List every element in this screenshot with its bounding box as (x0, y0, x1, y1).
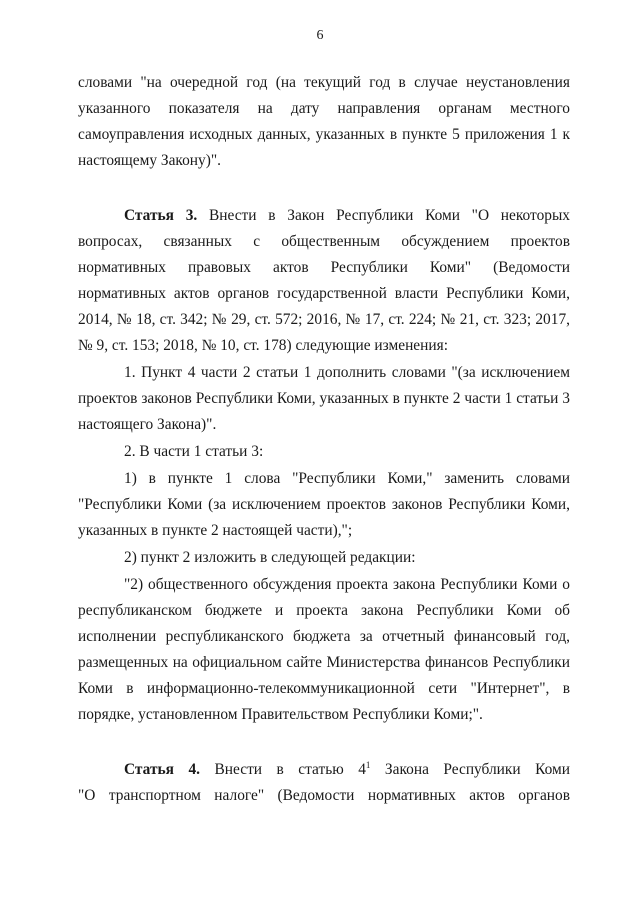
article-4-first-line (124, 760, 570, 780)
quote-line: порядке, установленном Правительством Республики Коми;". (78, 706, 483, 723)
page-number: 6 (316, 28, 324, 43)
article-3-first-line-text: Внести в Закон Республики Коми "О некоторых (209, 207, 571, 224)
article-3-heading: Статья 3. (124, 207, 198, 224)
text-line: вопросах, связанных с общественным обсуждением проектов (78, 233, 570, 250)
article-4-text-b: Закона Республики Коми (370, 761, 570, 778)
item-1-line: 1. Пункт 4 части 2 статьи 1 дополнить словами "(за исключением (124, 364, 570, 381)
article-4-text-a: Внести в статью 4 (214, 761, 366, 778)
article-4-superscript: 1 (365, 759, 371, 770)
quote-line: республиканском бюджете и проекта закона Республики Коми об (78, 602, 570, 619)
text-line: нормативных правовых актов Республики Коми" (Ведомости (78, 259, 570, 276)
text-line: указанного показателя на дату направления органам местного (78, 100, 570, 117)
quote-line: Коми в информационно-телекоммуникационной сети "Интернет", в (78, 680, 570, 697)
sub-2-heading: 2) пункт 2 изложить в следующей редакции: (124, 549, 416, 566)
quote-line: "2) общественного обсуждения проекта закона Республики Коми о (124, 576, 570, 593)
sub-1-line: "Республики Коми (за исключением проектов законов Республики Коми, (78, 496, 570, 513)
article-3-first-line (124, 206, 570, 226)
item-2-heading: 2. В части 1 статьи 3: (124, 443, 264, 460)
item-1-line: настоящего Закона)". (78, 416, 217, 433)
text-line: словами "на очередной год (на текущий год в случае неустановления (78, 74, 570, 91)
quote-line: исполнении республиканского бюджета за отчетный финансовый год, (78, 628, 570, 645)
sub-1-line: 1) в пункте 1 слова "Республики Коми," заменить словами (124, 470, 570, 487)
text-line: самоуправления исходных данных, указанных в пункте 5 приложения 1 к (78, 126, 570, 143)
text-line: 2014, № 18, ст. 342; № 29, ст. 572; 2016, № 17, ст. 224; № 21, ст. 323; 2017, (78, 311, 570, 328)
text-line: "О транспортном налоге" (Ведомости нормативных актов органов (78, 787, 570, 804)
item-1-line: проектов законов Республики Коми, указанных в пункте 2 части 1 статьи 3 (78, 390, 570, 407)
text-line: настоящему Закону)". (78, 152, 221, 169)
quote-line: размещенных на официальном сайте Министерства финансов Республики (78, 654, 570, 671)
article-4-heading: Статья 4. (124, 761, 201, 778)
sub-1-line: указанных в пункте 2 настоящей части),"; (78, 522, 353, 539)
text-line: № 9, ст. 153; 2018, № 10, ст. 178) следующие изменения: (78, 337, 448, 354)
text-line: нормативных актов органов государственной власти Республики Коми, (78, 285, 570, 302)
